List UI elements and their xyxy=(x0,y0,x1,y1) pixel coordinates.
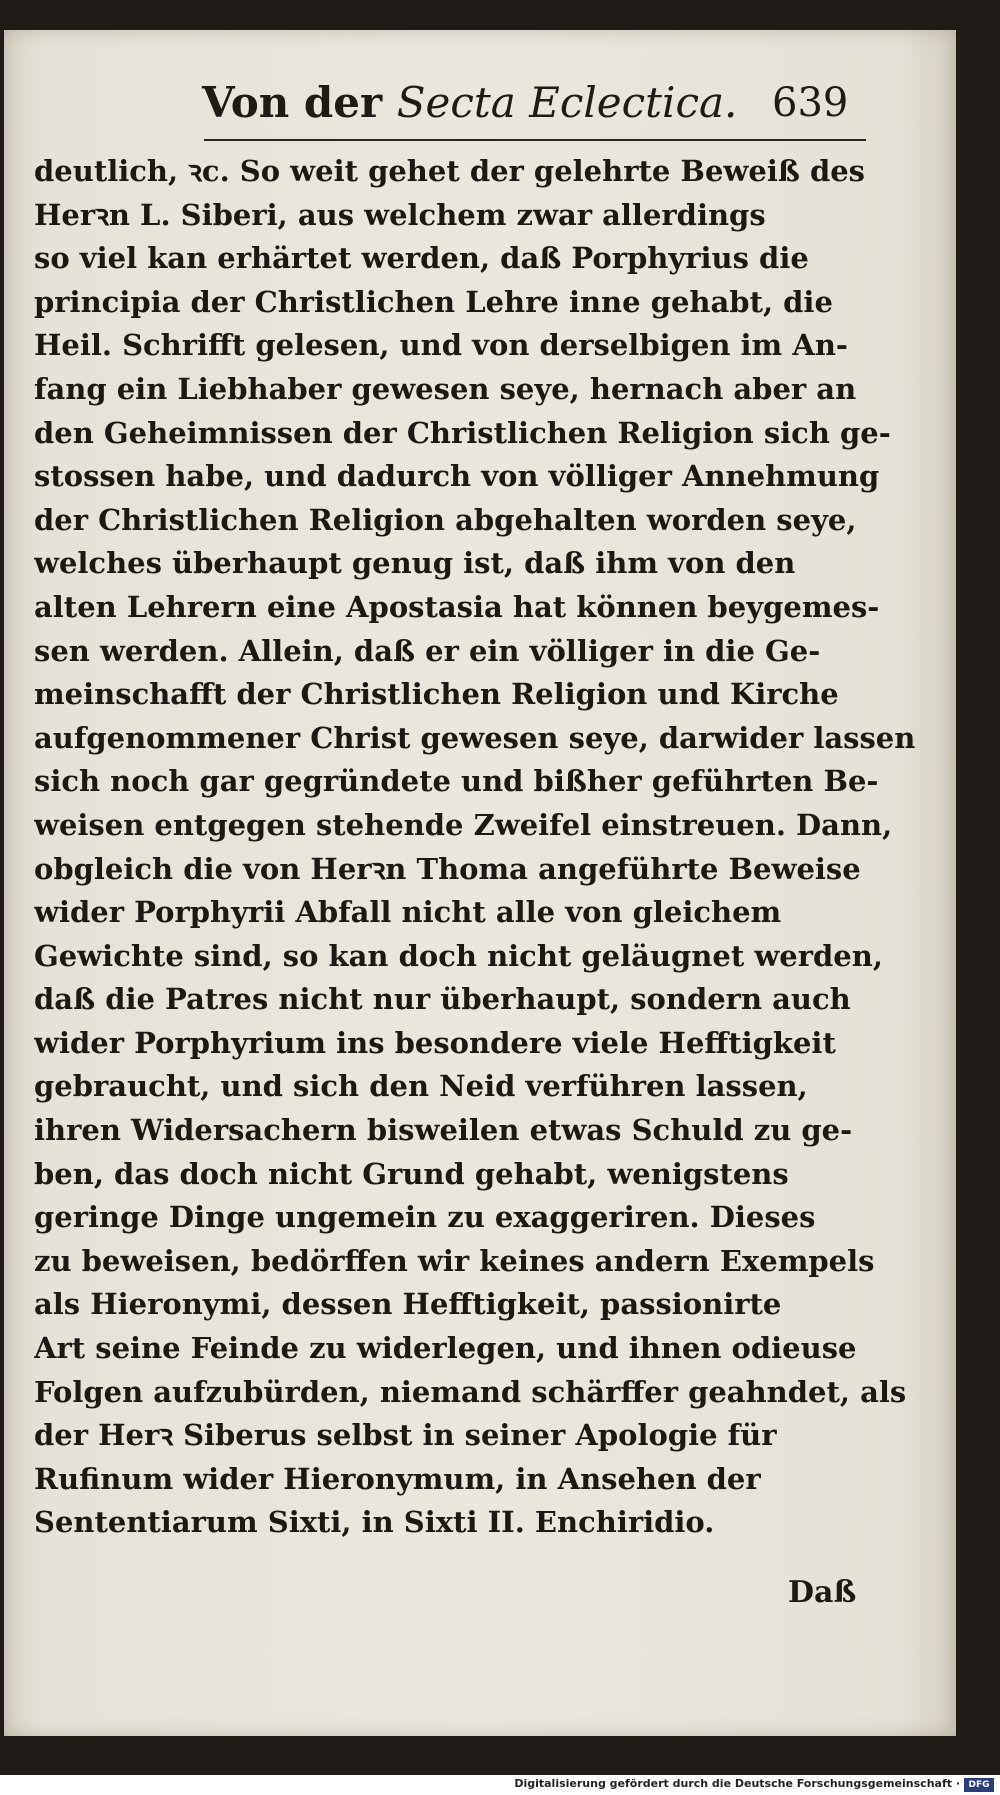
text-line: welches überhaupt genug ist, daß ihm von den xyxy=(34,546,796,581)
text-line: der Christlichen Religion abgehalten worden seye, xyxy=(34,502,857,537)
text-line: principia der Christlichen Lehre inne gehabt, die xyxy=(34,284,833,319)
text-line: Heil. Schrifft gelesen, und von derselbigen im An- xyxy=(34,328,848,363)
text-line: geringe Dinge ungemein zu exaggeriren. Dieses xyxy=(34,1200,816,1235)
text-line: fang ein Liebhaber gewesen seye, hernach aber an xyxy=(34,371,857,406)
digitization-footer xyxy=(0,1775,1000,1795)
text-line: weisen entgegen stehende Zweifel einstreuen. Dann, xyxy=(34,807,893,842)
text-line: sich noch gar gegründete und bißher geführten Be- xyxy=(34,764,879,799)
text-line: stossen habe, und dadurch von völliger Annehmung xyxy=(34,459,880,494)
text-line: wider Porphyrii Abfall nicht alle von gleichem xyxy=(34,895,782,930)
text-line: der Herꝛ Siberus selbst in seiner Apologie für xyxy=(34,1418,777,1453)
text-line: sen werden. Allein, daß er ein völliger in die Ge- xyxy=(34,633,821,668)
text-line: Sententiarum Sixti, in Sixti II. Enchiridio. xyxy=(34,1505,715,1540)
text-line: als Hieronymi, dessen Hefftigkeit, passionirte xyxy=(34,1287,782,1322)
text-line: wider Porphyrium ins besondere viele Hefftigkeit xyxy=(34,1025,836,1060)
body-text xyxy=(34,150,934,1545)
text-line: den Geheimnissen der Christlichen Religion sich ge- xyxy=(34,415,891,450)
text-line: aufgenommener Christ gewesen seye, darwider lassen xyxy=(34,720,916,755)
text-line: alten Lehrern eine Apostasia hat können beygemes- xyxy=(34,589,880,624)
header-rule xyxy=(204,139,866,141)
text-line: gebraucht, und sich den Neid verführen lassen, xyxy=(34,1069,808,1104)
catchword: Daß xyxy=(788,1575,857,1610)
text-line: obgleich die von Herꝛn Thoma angeführte Beweise xyxy=(34,851,861,886)
text-line: Folgen aufzubürden, niemand schärffer geahndet, als xyxy=(34,1374,907,1409)
text-line: daß die Patres nicht nur überhaupt, sondern auch xyxy=(34,982,851,1017)
text-line: so viel kan erhärtet werden, daß Porphyrius die xyxy=(34,241,809,276)
funding-credit: Digitalisierung gefördert durch die Deutsche Forschungsgemeinschaft · xyxy=(514,1777,960,1790)
text-line: ben, das doch nicht Grund gehabt, wenigstens xyxy=(34,1156,789,1191)
page-title xyxy=(202,78,737,127)
dfg-logo: DFG xyxy=(964,1778,994,1792)
title-german: Von der xyxy=(202,78,397,127)
page-number: 639 xyxy=(772,80,849,126)
text-line: Gewichte sind, so kan doch nicht geläugnet werden, xyxy=(34,938,883,973)
text-line: zu beweisen, bedörffen wir keines andern Exempels xyxy=(34,1243,875,1278)
text-line: deutlich, ꝛc. So weit gehet der gelehrte Beweiß des xyxy=(34,154,866,188)
book-page xyxy=(4,30,956,1736)
text-line: Herꝛn L. Siberi, aus welchem zwar allerdings xyxy=(34,197,766,232)
text-line: Art seine Feinde zu widerlegen, und ihnen odieuse xyxy=(34,1331,857,1366)
title-latin: Secta Eclectica. xyxy=(396,78,738,127)
text-line: Rufinum wider Hieronymum, in Ansehen der xyxy=(34,1461,761,1496)
text-line: meinschafft der Christlichen Religion und Kirche xyxy=(34,677,839,712)
text-line: ihren Widersachern bisweilen etwas Schuld zu ge- xyxy=(34,1113,853,1148)
